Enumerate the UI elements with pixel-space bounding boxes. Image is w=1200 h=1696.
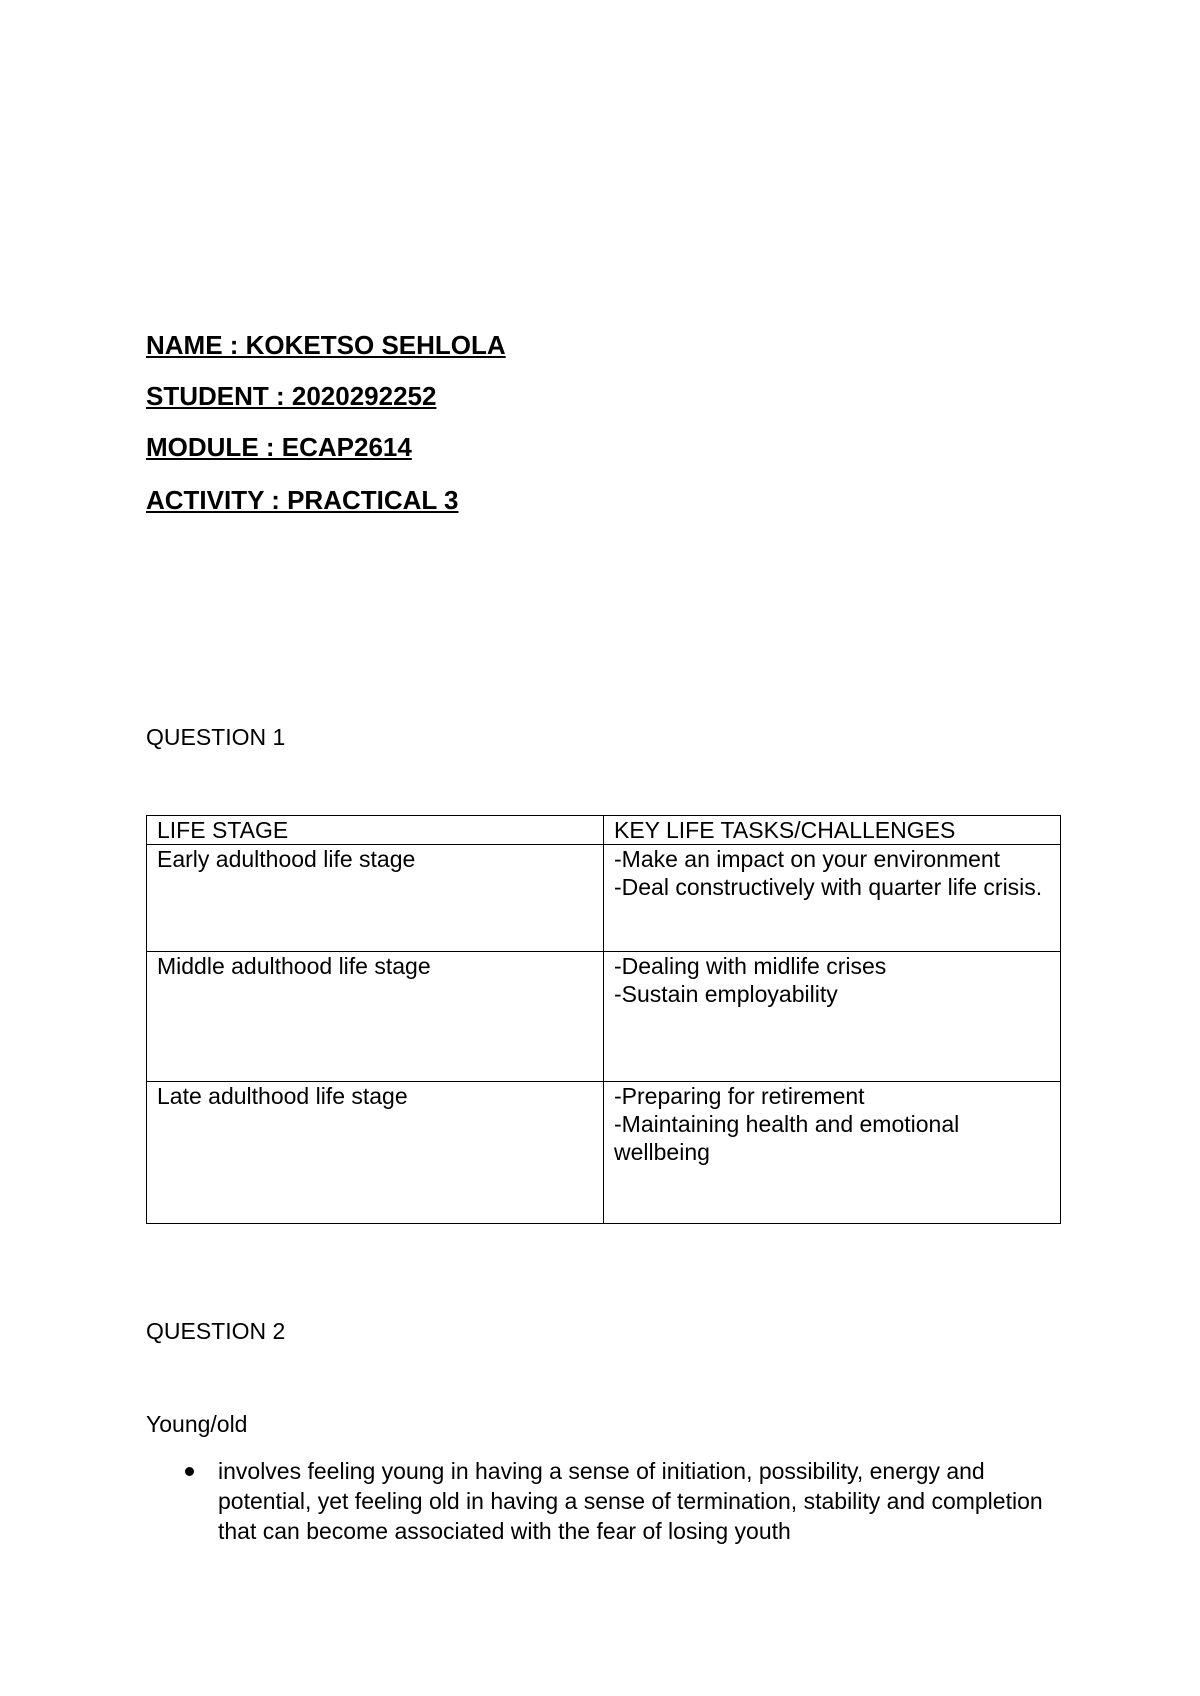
stage-cell: Late adulthood life stage (147, 1082, 604, 1224)
list-item (146, 1456, 1066, 1546)
tasks-cell (604, 952, 1061, 1082)
header-cell-life-stage: LIFE STAGE (147, 816, 604, 845)
student-name: NAME : KOKETSO SEHLOLA (146, 330, 506, 360)
header-cell-key-tasks: KEY LIFE TASKS/CHALLENGES (604, 816, 1061, 845)
question-1-heading: QUESTION 1 (146, 724, 286, 750)
task-item: -Deal constructively with quarter life crisis. (614, 874, 1043, 900)
table-row (147, 952, 1061, 1082)
table-row (147, 1082, 1061, 1224)
tasks-cell (604, 1082, 1061, 1224)
module-code: MODULE : ECAP2614 (146, 432, 412, 462)
tasks-cell (604, 845, 1061, 952)
life-stages-table (146, 815, 1061, 1224)
task-item: -Maintaining health and emotional wellbeing (614, 1111, 960, 1165)
activity-title: ACTIVITY : PRACTICAL 3 (146, 485, 459, 515)
task-item: -Make an impact on your environment (614, 846, 1001, 872)
question-2-heading: QUESTION 2 (146, 1318, 286, 1344)
stage-cell: Middle adulthood life stage (147, 952, 604, 1082)
task-item: -Dealing with midlife crises (614, 953, 887, 979)
bullet-text: involves feeling young in having a sense of initiation, possibility, energy and potential, yet feeling old in having a sense of termination, stability and completion that can become associated with the fear of losing youth (218, 1458, 1043, 1544)
task-item: -Preparing for retirement (614, 1083, 865, 1109)
student-number: STUDENT : 2020292252 (146, 381, 437, 411)
stage-cell: Early adulthood life stage (147, 845, 604, 952)
bullet-icon (185, 1467, 194, 1476)
table-row (147, 845, 1061, 952)
question-2-subheading: Young/old (146, 1411, 248, 1437)
question-2-bullet-list (146, 1456, 1066, 1546)
table-header-row (147, 816, 1061, 845)
task-item: -Sustain employability (614, 981, 838, 1007)
